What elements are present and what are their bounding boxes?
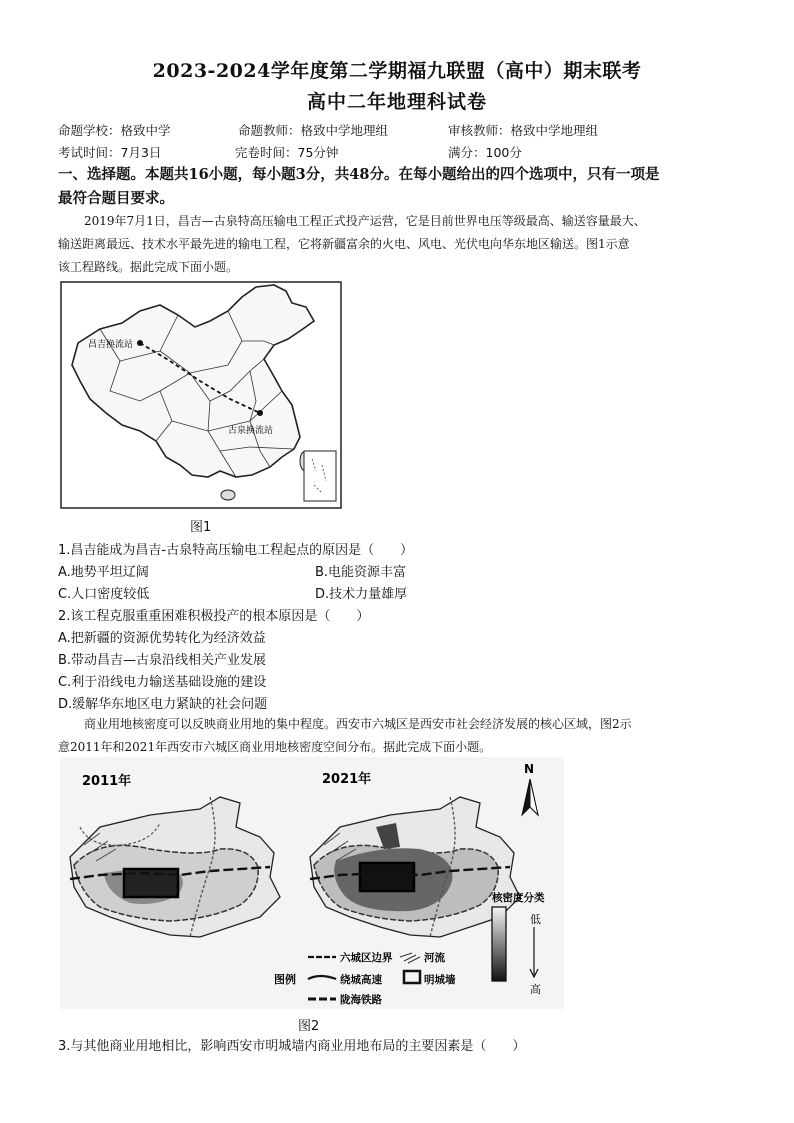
year-2021-label: 2021年 xyxy=(322,772,372,787)
passage-2-line-1: 商业用地核密度可以反映商业用地的集中程度。西安市六城区是西安市社会经济发展的核心区域，图2示 xyxy=(84,717,632,731)
exam-subtitle: 高中二年地理科试卷 xyxy=(306,91,487,113)
year-2011-label: 2011年 xyxy=(82,774,132,789)
question-2-option-a[interactable]: A.把新疆的资源优势转化为经济效益 xyxy=(58,631,266,646)
question-1-option-b[interactable]: B.电能资源丰富 xyxy=(315,565,407,580)
passage-2-line-2: 意2011年和2021年西安市六城区商业用地核密度空间分布。据此完成下面小题。 xyxy=(58,740,492,754)
passage-1-line-2: 输送距离最远、技术水平最先进的输电工程，它将新疆富余的火电、风电、光伏电向华东地区输送。图1示意 xyxy=(58,237,630,251)
legend-ring-road: 绕城高速 xyxy=(340,974,382,986)
question-1-option-d[interactable]: D.技术力量雄厚 xyxy=(315,587,408,602)
meta-date: 考试时间：7月3日 xyxy=(58,145,162,160)
legend-label: 图例 xyxy=(274,973,296,986)
legend-boundary: 六城区边界 xyxy=(340,952,393,964)
meta-duration: 完卷时间：75分钟 xyxy=(235,145,339,160)
passage-1-line-3: 该工程路线。据此完成下面小题。 xyxy=(58,260,239,274)
density-high-label: 高 xyxy=(530,983,541,996)
section-line-1: 一、选择题。本题共16小题，每小题3分，共48分。在每小题给出的四个选项中，只有一项是 xyxy=(58,166,660,183)
section-line-2: 最符合题目要求。 xyxy=(58,190,174,207)
meta-score: 满分：100分 xyxy=(448,145,522,160)
legend-railway: 陇海铁路 xyxy=(340,994,382,1006)
question-1-option-a[interactable]: A.地势平坦辽阔 xyxy=(58,565,149,580)
question-3-stem: 3.与其他商业用地相比，影响西安市明城墙内商业用地布局的主要因素是（ ） xyxy=(58,1039,526,1054)
exam-title: 2023-2024学年度第二学期福九联盟（高中）期末联考 xyxy=(152,60,642,82)
section-instructions xyxy=(58,163,748,211)
hainan-island xyxy=(221,490,235,500)
south-sea-inset xyxy=(304,451,336,501)
density-low-label: 低 xyxy=(530,913,541,926)
question-2-stem: 2.该工程克服重重困难积极投产的根本原因是（ ） xyxy=(58,609,370,624)
figure-2-maps xyxy=(60,757,564,1009)
figure-1-caption: 图1 xyxy=(190,520,212,535)
passage-2 xyxy=(58,713,748,759)
meta-reviewer: 审核教师：格致中学地理组 xyxy=(448,123,599,138)
label-guquan: 古泉换流站 xyxy=(228,426,274,436)
passage-1 xyxy=(58,210,748,279)
legend-river: 河流 xyxy=(424,952,445,964)
figure-1-map xyxy=(60,281,342,509)
meta-teacher: 命题教师：格致中学地理组 xyxy=(238,123,389,138)
question-1-stem: 1.昌吉能成为昌吉-古泉特高压输电工程起点的原因是（ ） xyxy=(58,543,414,558)
question-1-option-c[interactable]: C.人口密度较低 xyxy=(58,587,150,602)
question-2-option-c[interactable]: C.利于沿线电力输送基础设施的建设 xyxy=(58,675,267,690)
meta-school: 命题学校：格致中学 xyxy=(58,123,171,138)
density-gradient-bar xyxy=(492,907,506,981)
label-changji: 昌吉换流站 xyxy=(88,340,134,350)
legend-city-wall: 明城墙 xyxy=(424,974,456,986)
passage-1-line-1: 2019年7月1日，昌吉—古泉特高压输电工程正式投产运营，它是目前世界电压等级最高、输送容量最大、 xyxy=(84,214,646,228)
figure-2-caption: 图2 xyxy=(298,1019,320,1034)
north-label: N xyxy=(524,762,535,776)
density-legend-title: 核密度分类 xyxy=(492,892,545,904)
question-2-option-d[interactable]: D.缓解华东地区电力紧缺的社会问题 xyxy=(58,697,268,712)
question-2-option-b[interactable]: B.带动昌吉—古泉沿线相关产业发展 xyxy=(58,653,267,668)
city-wall-2021 xyxy=(360,863,414,891)
